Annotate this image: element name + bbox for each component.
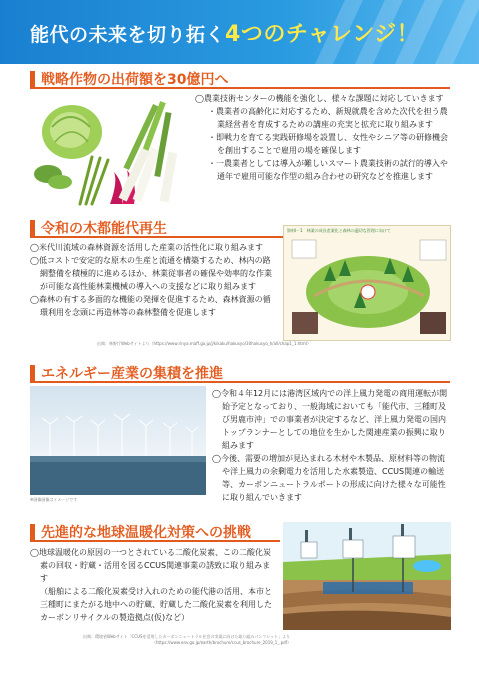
heading-mark <box>30 71 35 87</box>
body-line: ◯今後、需要の増加が見込まれる木材や木製品、原材料等の物流や洋上風力の余剰電力を活用した水素製造、CCUS関連の輸送等、カーボンニュートラルポートの形成に向けた様々な可能性に取り組んでいきます <box>212 454 446 502</box>
body-line: ・農業者の高齢化に対応するため、新規就農を含めた次代を担う農業経営者を育成するための講座の充実と拡充に取り組みます <box>208 107 448 129</box>
source-note-url: （https://www.env.go.jp/earth/brochure/ccus_brochure_2019_1_.pdf） <box>152 640 292 645</box>
forestry-illustration <box>284 226 451 341</box>
heading-mark <box>30 524 35 540</box>
heading-mark <box>30 365 35 381</box>
source-note: 出典：林野庁Webサイトより（https://www.rinya.maff.go.jp/j/kikaku/hakusyo/30hakusyo_h/all/chap1_1.html） <box>97 341 311 346</box>
body-line: ◯地球温暖化の原因の一つとされている二酸化炭素、この二酸化炭素の回収・貯蔵・活用を図るCCUS関連事業の誘致に取り組みます <box>30 548 271 583</box>
page-title <box>30 17 419 48</box>
ccus-illustration <box>283 522 451 630</box>
image-caption: ※画像画像はイメージです <box>30 497 78 502</box>
vegetables-illustration <box>30 92 193 210</box>
heading-text: 令和の木都能代再生 <box>41 221 167 237</box>
title-main: 能代の未来を切り拓く <box>30 24 226 46</box>
heading-text: エネルギー産業の集積を推進 <box>41 366 223 382</box>
section-heading-climate <box>30 522 280 542</box>
body-line: ◯米代川流域の森林資源を活用した産業の活性化に取り組みます <box>30 243 263 252</box>
wind-farm-photo <box>30 386 206 495</box>
ccus-diagram <box>283 522 451 630</box>
title-accent: 4つのチャレンジ！ <box>225 22 420 47</box>
section-body-energy <box>212 387 452 504</box>
vegetables-photo <box>30 92 193 210</box>
body-line: ◯令和４年12月には港湾区域内での洋上風力発電の商用運転が開始予定となっており、一般海域においても「能代市、三種町及び男鹿市沖」での事業者が決定するなど、洋上風力発電の国内トップランナーとしての地位を生かした関連産業の振興に取り組みます <box>212 389 448 450</box>
section-body-forestry <box>30 241 275 319</box>
section-body-crops <box>195 92 451 183</box>
body-line: ・即戦力を育てる実践研修場を設置し、女性やシニア等の研修機会を創出することで雇用の場を確保します <box>208 133 448 155</box>
figure-title: 資料Ⅰ－1 林業の成長産業化と森林の適切な管理に向けて <box>287 228 391 233</box>
body-line: ◯農業技術センターの機能を強化し、様々な課題に対応していきます <box>195 94 444 103</box>
source-note: 出典：環境省Webサイト「CCUSを活用したカーボンニュートラル社会の実現に向けた取り組みパンフレット」より <box>83 634 291 639</box>
body-line: ◯低コストで安定的な原木の生産と流通を構築するため、林内の路網整備を積極的に進めるほか、林業従事者の確保や効率的な作業が可能な高性能林業機械の導入への支援などに取り組みます <box>30 256 272 291</box>
heading-text: 戦略作物の出荷額を30億円へ <box>41 72 229 88</box>
body-line: （船舶による二酸化炭素受け入れのための能代港の活用、本市と三種町にまたがる地中への貯蔵、貯蔵した二酸化炭素を利用したカーボンリサイクルの製造拠点(仮)など） <box>40 587 272 622</box>
title-banner <box>0 0 479 64</box>
forestry-figure <box>283 225 451 341</box>
offshore-wind-illustration <box>30 386 206 495</box>
section-heading-crops <box>30 69 450 89</box>
heading-text: 先進的な地球温暖化対策への挑戦 <box>41 525 251 541</box>
body-line: ◯森林の有する多面的な機能の発揮を促進するため、森林資源の循環利用を念頭に再造林等の森林整備を促進します <box>30 295 271 317</box>
body-line: ・一農業者としては導入が難しいスマート農業技術の試行的導入や通年で雇用可能な作型の組み合わせの研究などを推進します <box>208 159 448 181</box>
banner-stripe <box>435 0 479 64</box>
section-body-climate <box>30 546 278 624</box>
heading-mark <box>30 220 35 236</box>
section-heading-energy <box>30 363 450 383</box>
